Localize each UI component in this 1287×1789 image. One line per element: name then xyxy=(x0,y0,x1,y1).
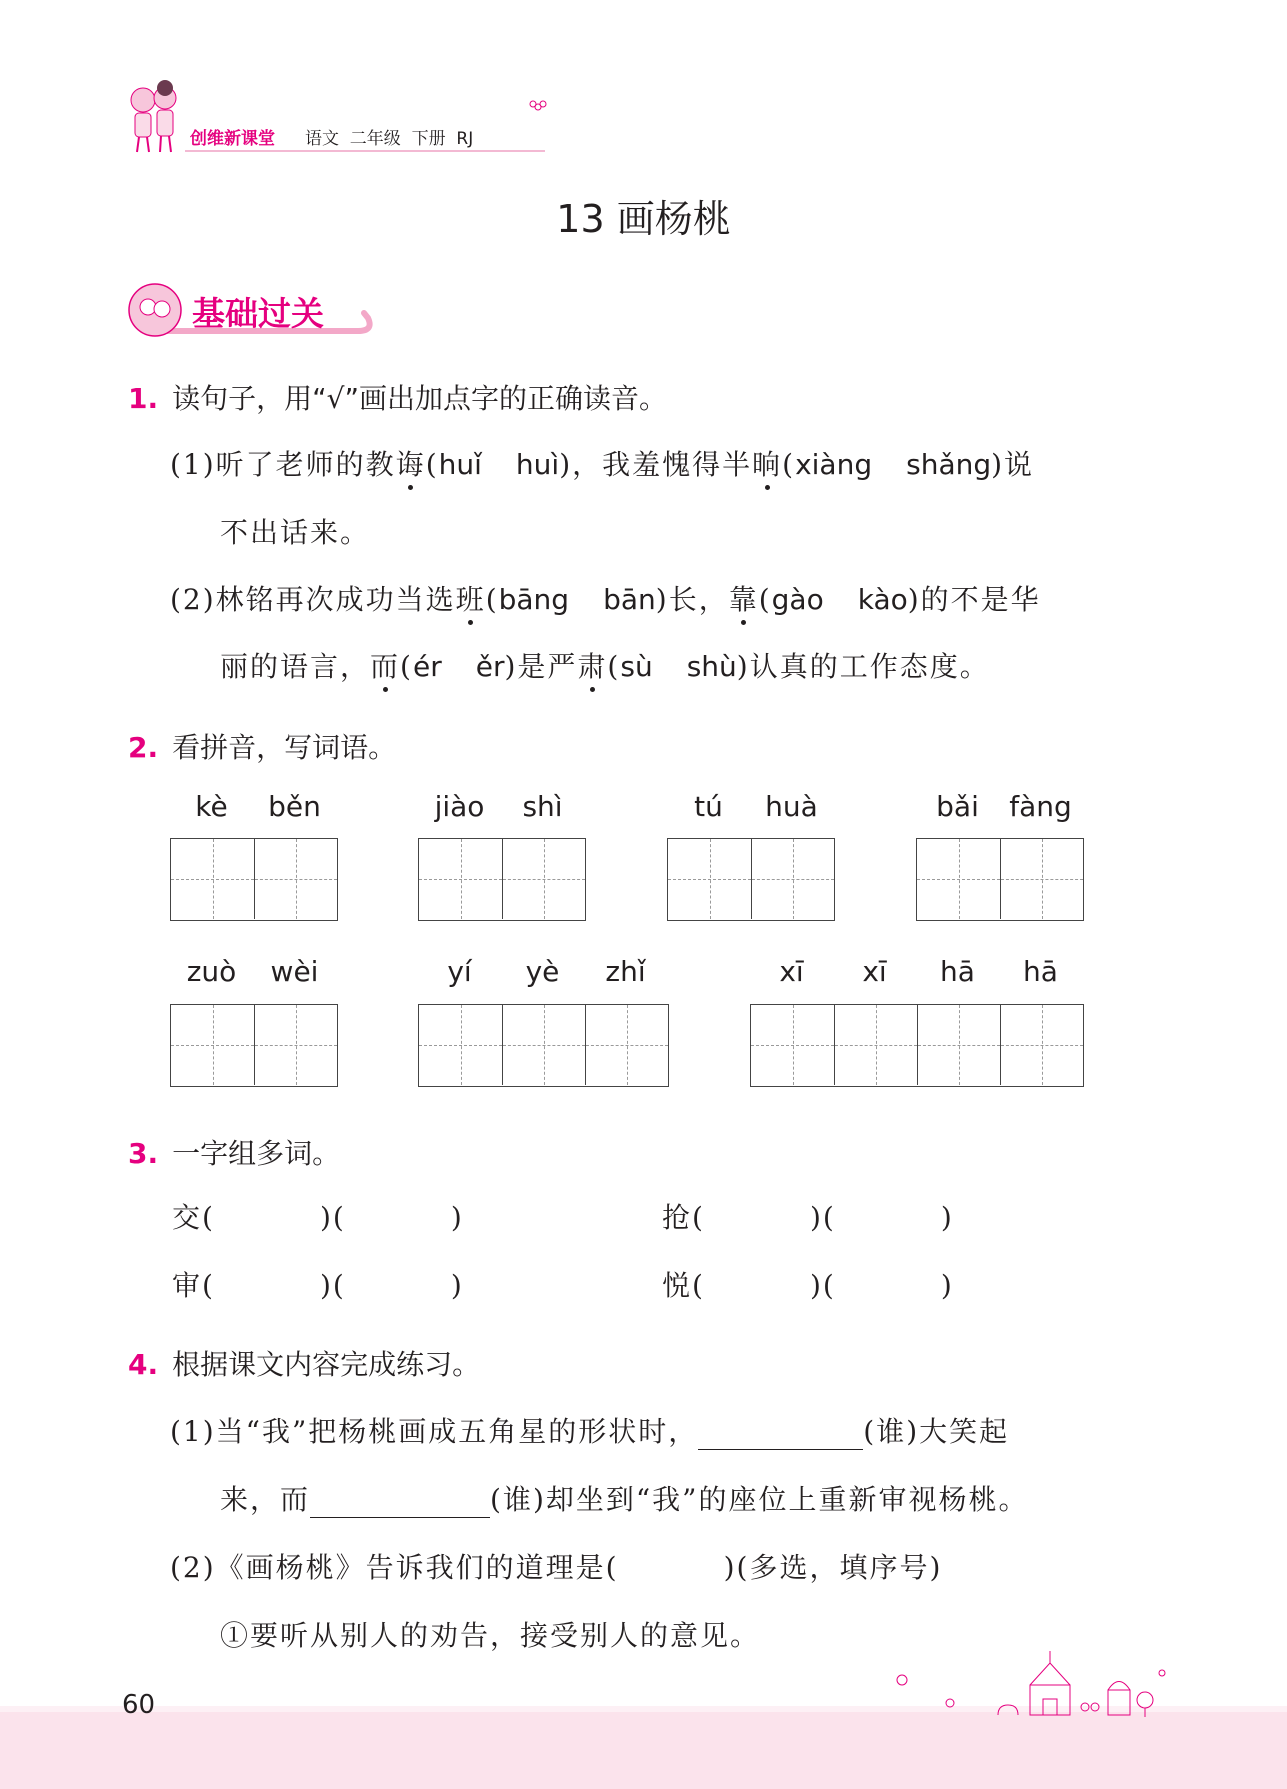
question-number: 1. xyxy=(128,382,159,415)
pinyin-label: huà xyxy=(765,790,818,823)
pinyin-option[interactable]: bān xyxy=(603,583,656,616)
question-text: 一字组多词。 xyxy=(172,1137,341,1170)
sentence-text: )认真的工作态度。 xyxy=(736,650,990,683)
word-group-row xyxy=(662,1196,954,1236)
word-group-row xyxy=(172,1264,464,1304)
pinyin-label: xī xyxy=(779,955,804,988)
pinyin-option[interactable]: xiàng xyxy=(795,448,873,481)
paren: ( xyxy=(485,583,499,616)
pinyin-option[interactable]: huǐ xyxy=(438,448,482,481)
paren: ( xyxy=(692,1269,705,1302)
sentence-text: (1)听了老师的教 xyxy=(170,448,396,481)
paren: ( xyxy=(607,650,621,683)
paren: )( xyxy=(809,1269,836,1302)
pinyin-label: zuò xyxy=(186,955,237,988)
q1-sentence-2-line-1 xyxy=(170,578,1041,618)
dotted-char: 晌 xyxy=(752,448,783,481)
paren: ) xyxy=(450,1201,464,1234)
q1-sentence-2-line-2 xyxy=(220,645,990,685)
grid-cell[interactable] xyxy=(254,839,337,919)
paren: ) xyxy=(940,1269,954,1302)
grid-cell[interactable] xyxy=(502,1005,585,1085)
grid-cell[interactable] xyxy=(585,1005,668,1085)
word-group-row xyxy=(662,1264,954,1304)
writing-grid[interactable] xyxy=(916,838,1084,921)
pinyin-label: yè xyxy=(525,955,560,988)
footer-band xyxy=(0,1712,1287,1789)
pinyin-option[interactable]: gào xyxy=(771,583,824,616)
pinyin-option[interactable]: kào xyxy=(857,583,908,616)
pinyin-label: xī xyxy=(862,955,887,988)
paren: ( xyxy=(692,1201,705,1234)
sentence-text: 丽的语言， xyxy=(220,650,371,683)
dotted-char: 班 xyxy=(455,583,486,616)
sentence-text: (谁)大笑起 xyxy=(863,1415,1010,1448)
pinyin-option[interactable]: ér xyxy=(412,650,442,683)
writing-grid[interactable] xyxy=(667,838,835,921)
q4-sentence-1-line-2 xyxy=(220,1478,1029,1518)
grid-cell[interactable] xyxy=(668,839,751,919)
question-1-title xyxy=(128,377,667,417)
sentence-text: )(多选，填序号) xyxy=(723,1551,943,1584)
question-number: 4. xyxy=(128,1348,159,1381)
answer-blank[interactable] xyxy=(310,1489,490,1518)
pinyin-label: kè xyxy=(195,790,228,823)
q1-sentence-1-line-2: 不出话来。 xyxy=(220,516,371,549)
pinyin-label: fàng xyxy=(1009,790,1072,823)
writing-grid[interactable] xyxy=(418,1004,669,1087)
grid-cell[interactable] xyxy=(834,1005,917,1085)
pinyin-label: hā xyxy=(940,955,975,988)
dotted-char: 诲 xyxy=(395,448,426,481)
question-4-title xyxy=(128,1343,480,1383)
paren: )( xyxy=(809,1201,836,1234)
paren: ( xyxy=(758,583,772,616)
castle-illustration-icon xyxy=(880,1645,1170,1720)
base-char: 审 xyxy=(172,1269,203,1302)
section-badge xyxy=(128,283,388,341)
question-number: 2. xyxy=(128,731,159,764)
sentence-text: (2)《画杨桃》告诉我们的道理是( xyxy=(170,1551,619,1584)
sentence-text: )是严 xyxy=(504,650,578,683)
paren: ) xyxy=(450,1269,464,1302)
grid-cell[interactable] xyxy=(751,839,834,919)
base-char: 交 xyxy=(172,1201,203,1234)
sentence-text: (1)当“我”把杨桃画成五角星的形状时， xyxy=(170,1415,699,1448)
writing-grid[interactable] xyxy=(170,838,338,921)
question-3-title xyxy=(128,1132,340,1172)
grid-cell[interactable] xyxy=(1000,1005,1083,1085)
sentence-text: )，我羞愧得半 xyxy=(559,448,753,481)
sentence-text: (2)林铭再次成功当选 xyxy=(170,583,456,616)
question-2-title xyxy=(128,726,396,766)
sentence-text: )长， xyxy=(655,583,729,616)
base-char: 抢 xyxy=(662,1201,693,1234)
paren: ( xyxy=(425,448,439,481)
grid-cell[interactable] xyxy=(502,839,585,919)
pinyin-option[interactable]: shǎng xyxy=(906,448,992,481)
lesson-title: 13 画杨桃 xyxy=(556,197,731,241)
grid-cell[interactable] xyxy=(917,839,1000,919)
dotted-char: 肃 xyxy=(577,650,608,683)
header-divider xyxy=(185,150,545,152)
flower-icon xyxy=(528,98,548,116)
grid-cell[interactable] xyxy=(751,1005,834,1085)
dotted-char: 而 xyxy=(370,650,401,683)
q4-sentence-1-line-1 xyxy=(170,1410,1009,1450)
paren: ( xyxy=(400,650,413,683)
paren: )( xyxy=(319,1269,346,1302)
sentence-text: )说 xyxy=(991,448,1035,481)
pinyin-label: jiào xyxy=(434,790,485,823)
sentence-text: (谁)却坐到“我”的座位上重新审视杨桃。 xyxy=(490,1483,1029,1516)
page-number: 60 xyxy=(122,1690,156,1720)
grid-cell[interactable] xyxy=(419,1005,502,1085)
pinyin-label: zhǐ xyxy=(605,955,646,988)
pinyin-option[interactable]: bāng xyxy=(498,583,570,616)
question-text: 读句子，用“√”画出加点字的正确读音。 xyxy=(172,382,667,415)
writing-grid[interactable] xyxy=(170,1004,338,1087)
q1-sentence-1-line-1 xyxy=(170,443,1034,483)
question-text: 看拼音，写词语。 xyxy=(172,731,397,764)
grid-cell[interactable] xyxy=(1000,839,1083,919)
pinyin-option[interactable]: shù xyxy=(686,650,737,683)
kids-illustration-icon xyxy=(125,80,185,155)
writing-grid[interactable] xyxy=(750,1004,1084,1087)
pinyin-label: bǎi xyxy=(936,790,979,823)
grid-cell[interactable] xyxy=(171,839,254,919)
section-title: 基础过关 xyxy=(192,294,324,333)
grid-cell[interactable] xyxy=(917,1005,1000,1085)
question-number: 3. xyxy=(128,1137,159,1170)
paren: ( xyxy=(202,1201,215,1234)
paren: ) xyxy=(940,1201,954,1234)
dotted-char: 靠 xyxy=(728,583,759,616)
writing-grid[interactable] xyxy=(418,838,586,921)
paren: ( xyxy=(782,448,796,481)
pinyin-label: tú xyxy=(694,790,723,823)
base-char: 悦 xyxy=(662,1269,693,1302)
q4-sentence-2 xyxy=(170,1546,942,1586)
pinyin-label: shì xyxy=(522,790,563,823)
pinyin-label: běn xyxy=(268,790,321,823)
answer-blank[interactable] xyxy=(698,1421,863,1450)
sentence-text: 来，而 xyxy=(220,1483,311,1516)
book-info: 语文 二年级 下册 RJ xyxy=(305,129,474,149)
grid-cell[interactable] xyxy=(171,1005,254,1085)
page-header xyxy=(125,80,525,160)
grid-cell[interactable] xyxy=(419,839,502,919)
pinyin-label: wèi xyxy=(270,955,319,988)
paren: ( xyxy=(202,1269,215,1302)
series-name: 创维新课堂 xyxy=(190,129,275,149)
paren: )( xyxy=(319,1201,346,1234)
pinyin-option[interactable]: huì xyxy=(515,448,560,481)
grid-cell[interactable] xyxy=(254,1005,337,1085)
word-group-row xyxy=(172,1196,464,1236)
pinyin-label: yí xyxy=(447,955,472,988)
q4-option-1: ①要听从别人的劝告，接受别人的意见。 xyxy=(220,1619,761,1652)
pinyin-option[interactable]: ěr xyxy=(475,650,505,683)
pinyin-label: hā xyxy=(1023,955,1058,988)
pinyin-option[interactable]: sù xyxy=(620,650,653,683)
sentence-text: )的不是华 xyxy=(907,583,1041,616)
question-text: 根据课文内容完成练习。 xyxy=(172,1348,481,1381)
